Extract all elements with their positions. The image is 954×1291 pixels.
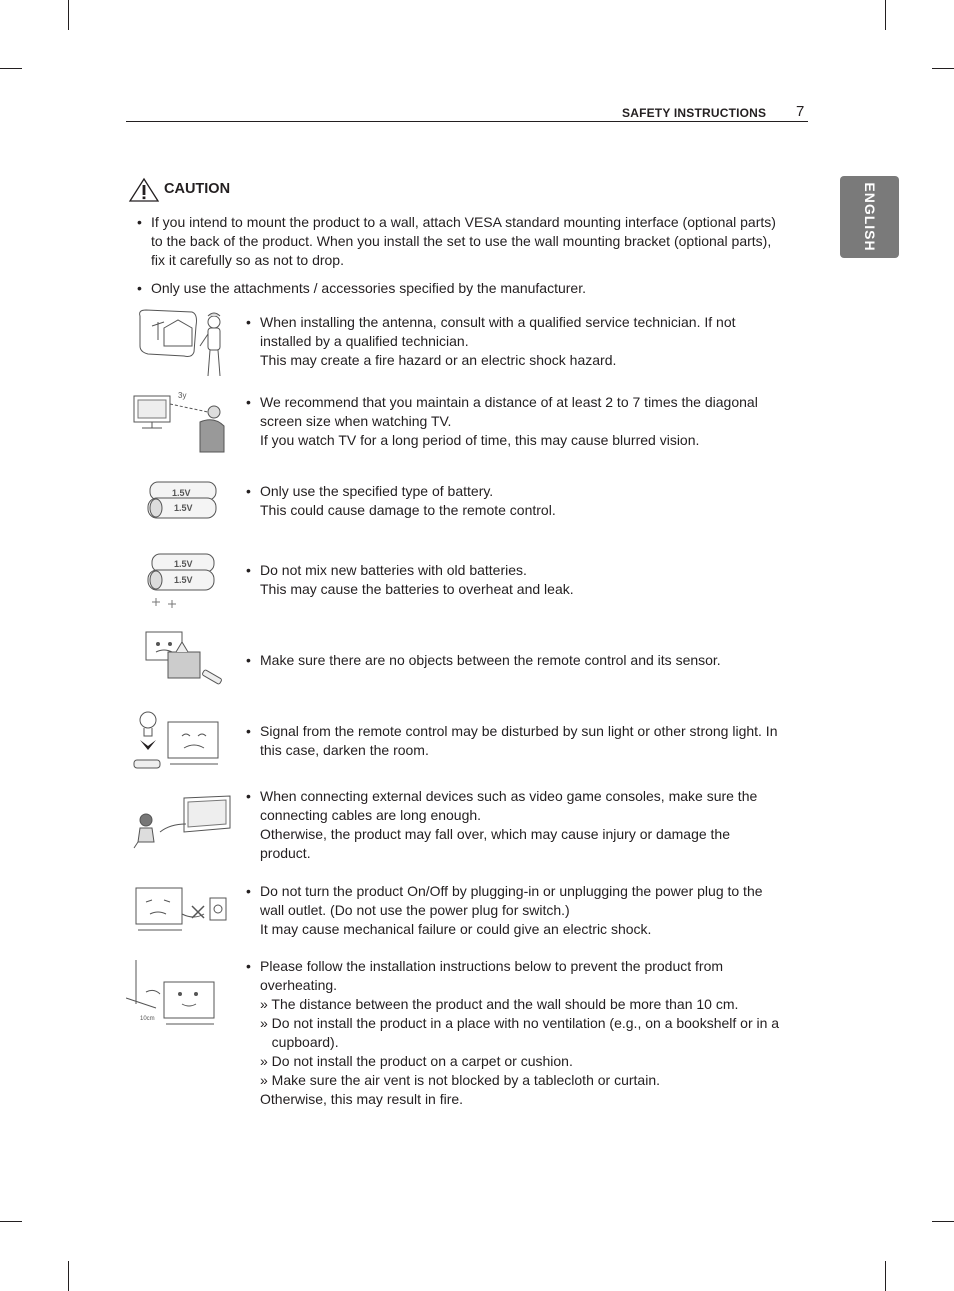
item-line: Do not turn the product On/Off by plugging-in or unplugging the power plug to the: [260, 883, 763, 899]
sunlight-interference-icon: [130, 706, 228, 774]
caution-label: CAUTION: [164, 181, 231, 197]
crop-mark: [0, 68, 22, 69]
remote-obstruction-icon: [136, 628, 228, 692]
crop-mark: [68, 0, 69, 30]
item-line: If you intend to mount the product to a wall, attach VESA standard mounting interface (optional parts): [151, 214, 776, 230]
mixed-batteries-icon: [144, 548, 224, 612]
page-number: 7: [796, 103, 805, 120]
bullet-marker: •: [137, 214, 142, 230]
bullet-marker: •: [246, 394, 251, 410]
item-line: When installing the antenna, consult with a qualified service technician. If not: [260, 314, 736, 330]
item-line: This could cause damage to the remote control.: [260, 502, 556, 518]
ventilation-icon: [126, 958, 236, 1030]
item-line: connecting cables are long enough.: [260, 807, 482, 823]
warning-triangle-icon: [128, 177, 160, 203]
bullet-marker: •: [246, 958, 251, 974]
item-line: overheating.: [260, 977, 338, 993]
crop-mark: [932, 68, 954, 69]
item-line: installed by a qualified technician.: [260, 333, 469, 349]
item-line: If you watch TV for a long period of time, this may cause blurred vision.: [260, 432, 700, 448]
item-line: » Make sure the air vent is not blocked by a tablecloth or curtain.: [260, 1072, 660, 1088]
item-line: Otherwise, this may result in fire.: [260, 1091, 464, 1107]
item-line: fix it carefully so as not to drop.: [151, 252, 344, 268]
header-divider: [126, 121, 808, 122]
item-line: This may cause the batteries to overheat and leak.: [260, 581, 574, 597]
crop-mark: [0, 1221, 22, 1222]
bullet-marker: •: [246, 788, 251, 804]
item-line: cupboard).: [260, 1034, 339, 1050]
item-line: » The distance between the product and the wall should be more than 10 cm.: [260, 996, 739, 1012]
section-title: SAFETY INSTRUCTIONS: [622, 106, 767, 120]
item-line: Signal from the remote control may be disturbed by sun light or other strong light. In: [260, 723, 778, 739]
item-line: We recommend that you maintain a distance of at least 2 to 7 times the diagonal: [260, 394, 758, 410]
item-line: Please follow the installation instructions below to prevent the product from: [260, 958, 724, 974]
power-plug-icon: [134, 884, 232, 940]
distance-label: 10cm: [140, 1016, 155, 1022]
item-line: Otherwise, the product may fall over, which may cause injury or damage the: [260, 826, 730, 842]
bullet-marker: •: [246, 562, 251, 578]
bullet-marker: •: [246, 883, 251, 899]
cable-length-icon: [130, 794, 234, 852]
item-line: It may cause mechanical failure or could give an electric shock.: [260, 921, 652, 937]
bullet-marker: •: [246, 314, 251, 330]
bullet-marker: •: [137, 280, 142, 296]
item-line: screen size when watching TV.: [260, 413, 452, 429]
item-line: Do not mix new batteries with old batteries.: [260, 562, 527, 578]
language-tab-label: ENGLISH: [861, 182, 878, 252]
item-line: » Do not install the product in a place with no ventilation (e.g., on a bookshelf or in a: [260, 1015, 780, 1031]
item-line: this case, darken the room.: [260, 742, 429, 758]
bullet-marker: •: [246, 652, 251, 668]
battery-label: 1.5V: [174, 503, 193, 513]
item-line: to the back of the product. When you install the set to use the wall mounting bracket (optional parts),: [151, 233, 772, 249]
item-line: When connecting external devices such as video game consoles, make sure the: [260, 788, 758, 804]
svg-text:3y: 3y: [178, 391, 187, 400]
item-line: Make sure there are no objects between the remote control and its sensor.: [260, 652, 721, 668]
item-line: Only use the specified type of battery.: [260, 483, 494, 499]
antenna-technician-icon: [134, 306, 230, 382]
crop-mark: [885, 1261, 886, 1291]
crop-mark: [885, 0, 886, 30]
item-line: This may create a fire hazard or an electric shock hazard.: [260, 352, 617, 368]
item-line: wall outlet. (Do not use the power plug for switch.): [260, 902, 570, 918]
battery-type-icon: [144, 476, 224, 524]
item-line: product.: [260, 845, 311, 861]
viewing-distance-icon: [128, 388, 230, 456]
language-tab: [840, 176, 899, 258]
item-line: » Do not install the product on a carpet or cushion.: [260, 1053, 573, 1069]
bullet-marker: •: [246, 723, 251, 739]
battery-label: 1.5V: [174, 559, 193, 569]
item-line: Only use the attachments / accessories specified by the manufacturer.: [151, 280, 586, 296]
battery-label: 1.5V: [172, 488, 191, 498]
bullet-marker: •: [246, 483, 251, 499]
crop-mark: [68, 1261, 69, 1291]
crop-mark: [932, 1221, 954, 1222]
battery-label: 1.5V: [174, 575, 193, 585]
